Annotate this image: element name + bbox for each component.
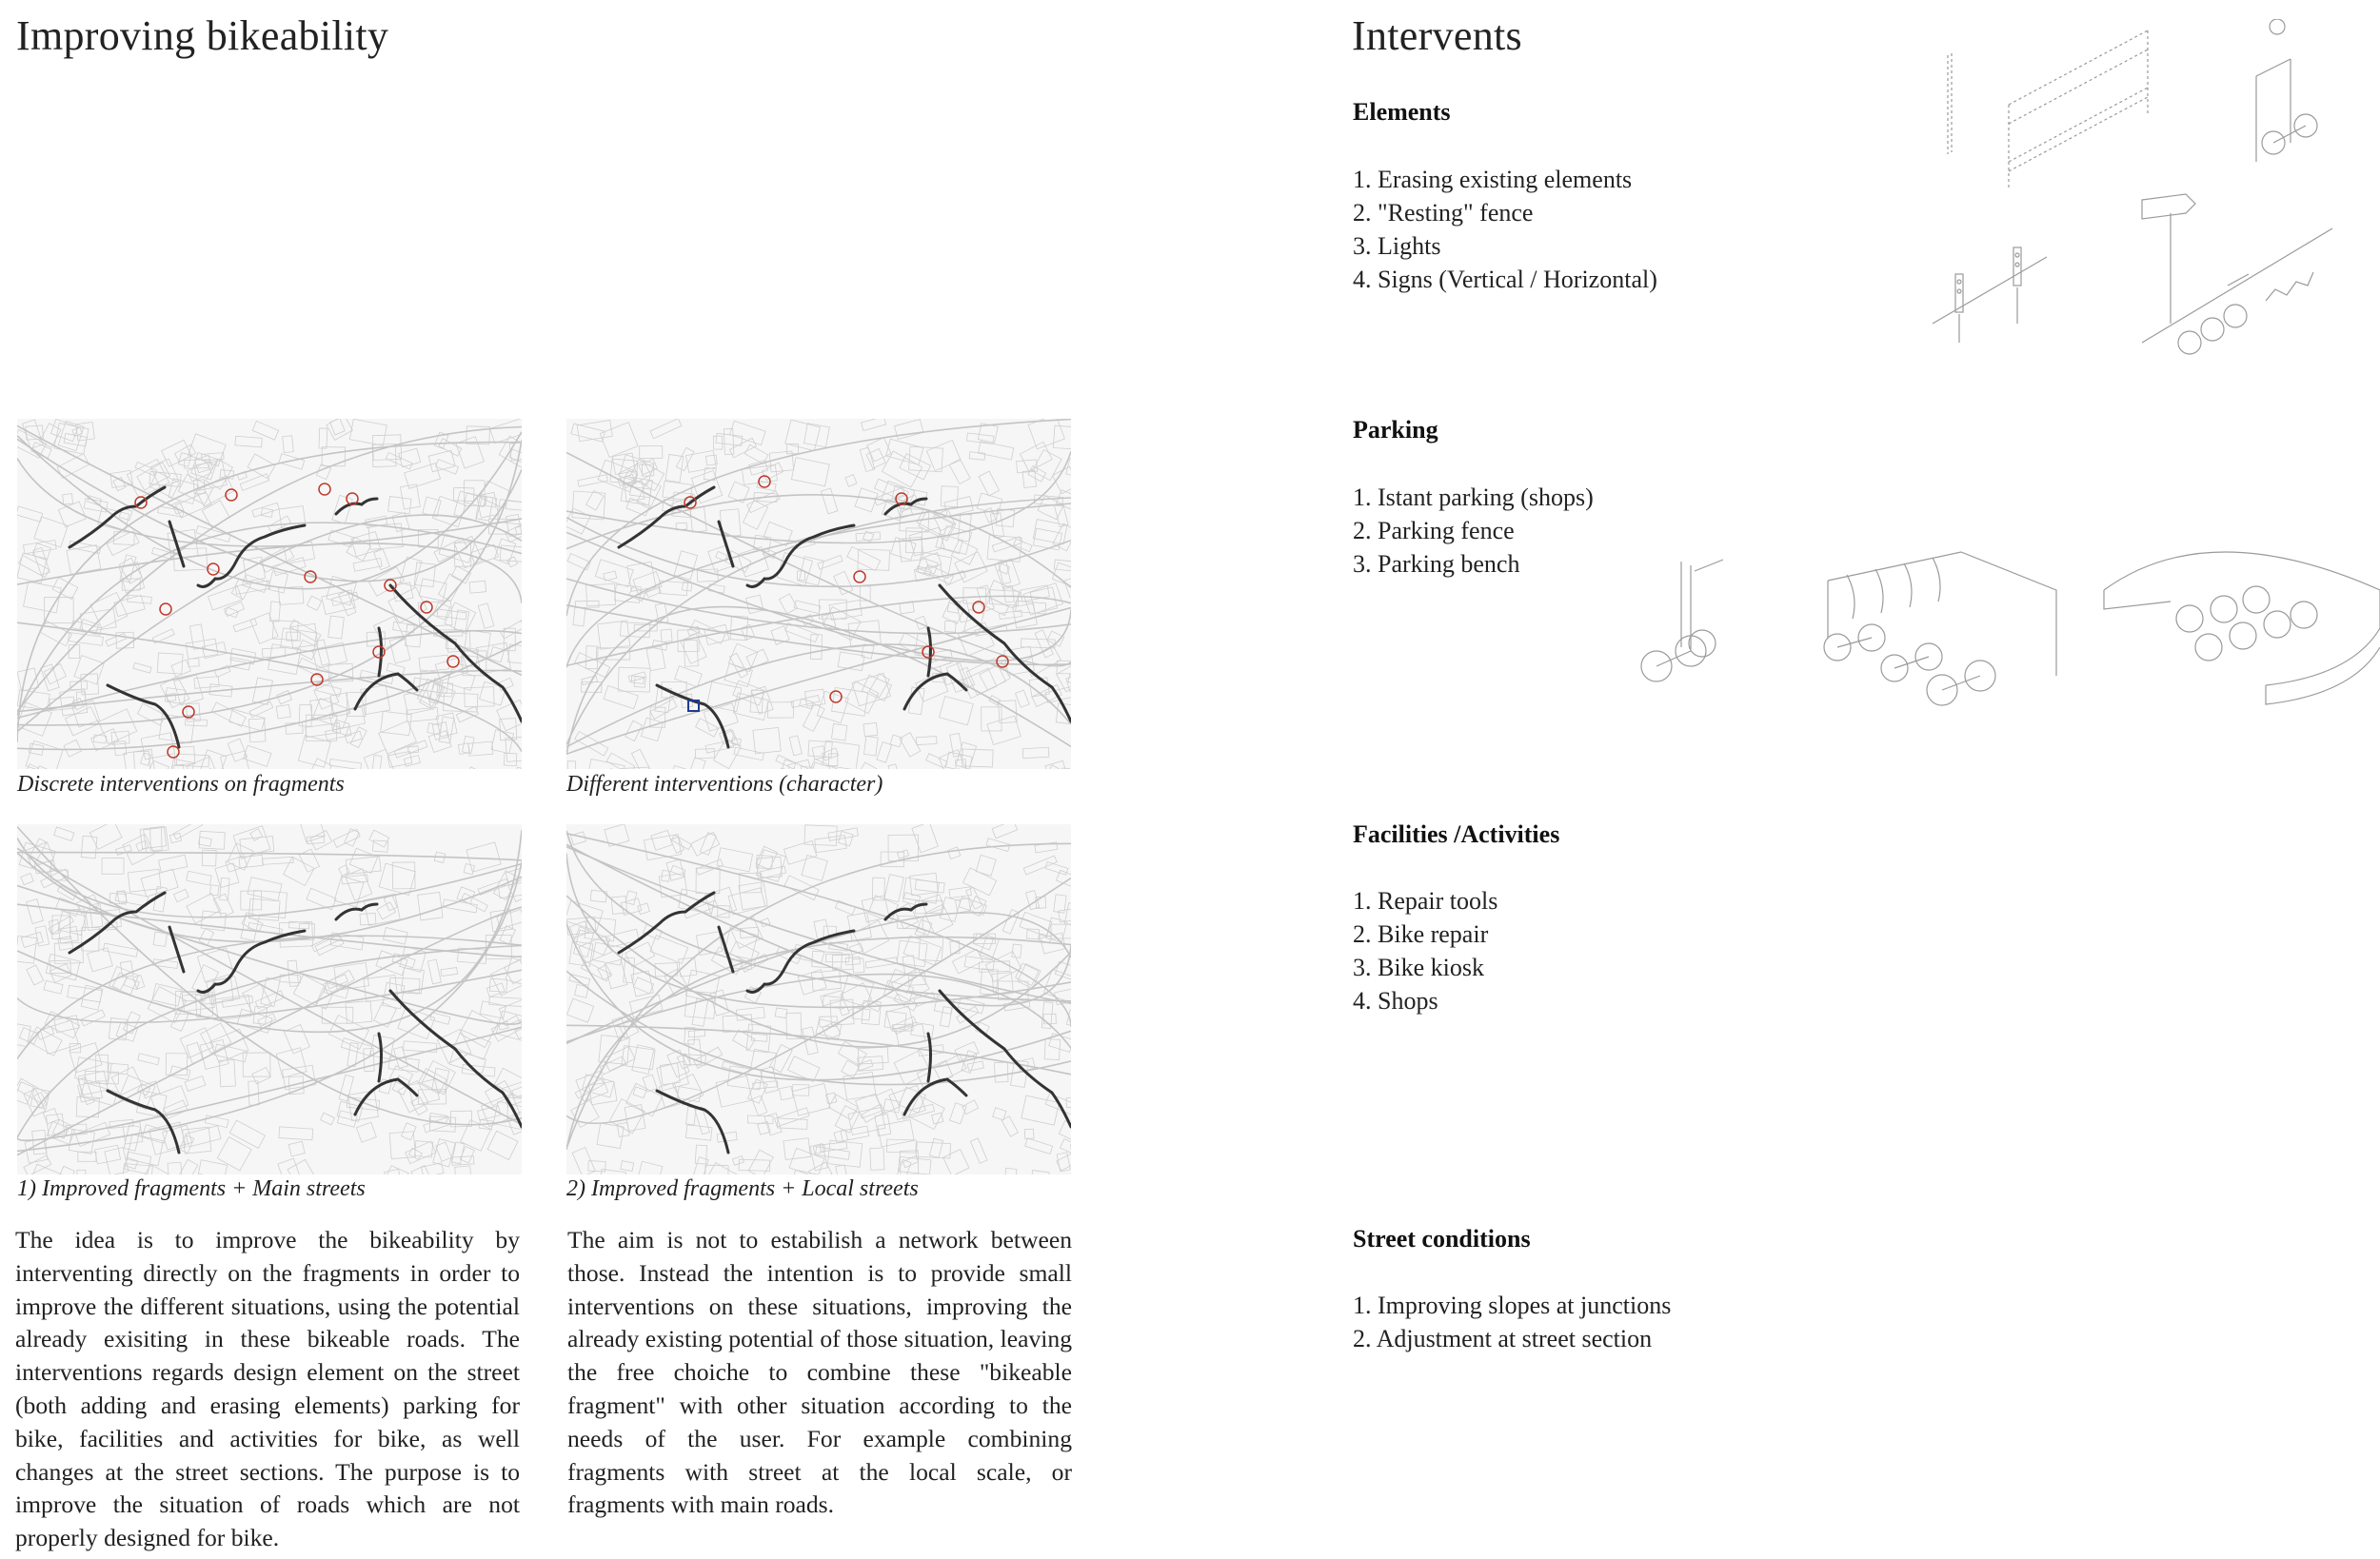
street-conditions-list [1353, 1289, 1671, 1355]
list-item: 1. Improving slopes at junctions [1353, 1292, 1672, 1319]
map-caption: Discrete interventions on fragments [17, 772, 345, 797]
facilities-list [1353, 884, 1497, 1017]
section-heading-street-conditions: Street conditions [1353, 1225, 1531, 1253]
bikeable-fragment [657, 685, 728, 747]
description-paragraph: The idea is to improve the bikeability by interventing directly on the fragments in order to improve the different situations, using the potential already exisiting in these bikeable roads. The interventions regards design element on the street (both adding and erasing elements) parking for bike, facilities and activities for bike, as well changes at the street sections. The purpose is to improve the situation of roads which are not properly designed for bike. [15, 1226, 520, 1552]
map-different-interventions [566, 419, 1071, 769]
bikeable-fragment [904, 674, 966, 709]
intervention-marker [319, 483, 330, 495]
intervention-marker [447, 656, 459, 667]
map-discrete-interventions [17, 419, 522, 769]
map-fragments-local-streets [566, 824, 1071, 1174]
street-network-map [566, 419, 1071, 769]
bikeable-fragment [198, 525, 305, 586]
map-caption: Different interventions (character) [566, 772, 883, 797]
section-heading-elements: Elements [1353, 98, 1451, 126]
bikeable-fragment [336, 499, 377, 514]
bikeable-fragment [657, 1091, 728, 1153]
street-network-map [17, 824, 522, 1174]
map-caption: 1) Improved fragments + Main streets [17, 1176, 366, 1201]
intervention-marker [421, 602, 432, 613]
parking-list [1353, 481, 1594, 581]
intervention-marker [830, 691, 842, 702]
street-elements-illustration [1914, 19, 2370, 362]
intervents-title: Intervents [1352, 12, 1522, 59]
list-item: 2. "Resting" fence [1353, 199, 1534, 227]
list-item: 4. Signs (Vertical / Horizontal) [1353, 266, 1657, 293]
list-item: 1. Istant parking (shops) [1353, 483, 1594, 511]
street-network-map [566, 824, 1071, 1174]
map-fragments-main-streets [17, 824, 522, 1174]
bikeable-fragment [619, 487, 714, 547]
list-item: 1. Erasing existing elements [1353, 166, 1633, 193]
list-item: 4. Shops [1353, 987, 1438, 1015]
page-title: Improving bikeability [16, 12, 389, 59]
bikeable-fragment [928, 1034, 931, 1081]
map-caption: 2) Improved fragments + Local streets [566, 1176, 919, 1201]
list-item: 1. Repair tools [1353, 887, 1498, 915]
list-item: 3. Bike kiosk [1353, 954, 1484, 981]
bikeable-fragment [108, 1091, 179, 1153]
list-item: 3. Lights [1353, 232, 1441, 260]
elements-list [1353, 163, 1657, 296]
list-item: 2. Parking fence [1353, 517, 1515, 544]
street-network-map [17, 419, 522, 769]
list-item: 2. Adjustment at street section [1353, 1325, 1653, 1352]
bikeable-fragment [379, 628, 382, 676]
section-heading-parking: Parking [1353, 416, 1438, 444]
bikeable-fragment [619, 893, 714, 953]
intervention-marker [854, 571, 865, 582]
section-heading-facilities: Facilities /Activities [1353, 820, 1560, 848]
aim-paragraph: The aim is not to estabilish a network between those. Instead the intention is to provide small interventions on these situations, improving the already existing potential of those situation, leaving the free choiche to combine these "bikeable fragment" with other situation according to the needs of the user. For example combining fragments with street at the local scale, or fragments with main roads. [567, 1226, 1072, 1519]
list-item: 3. Parking bench [1353, 550, 1520, 578]
bikeable-fragment [169, 927, 184, 972]
bike-parking-illustration [1599, 533, 2380, 723]
list-item: 2. Bike repair [1353, 920, 1489, 948]
intervention-marker [160, 603, 171, 615]
